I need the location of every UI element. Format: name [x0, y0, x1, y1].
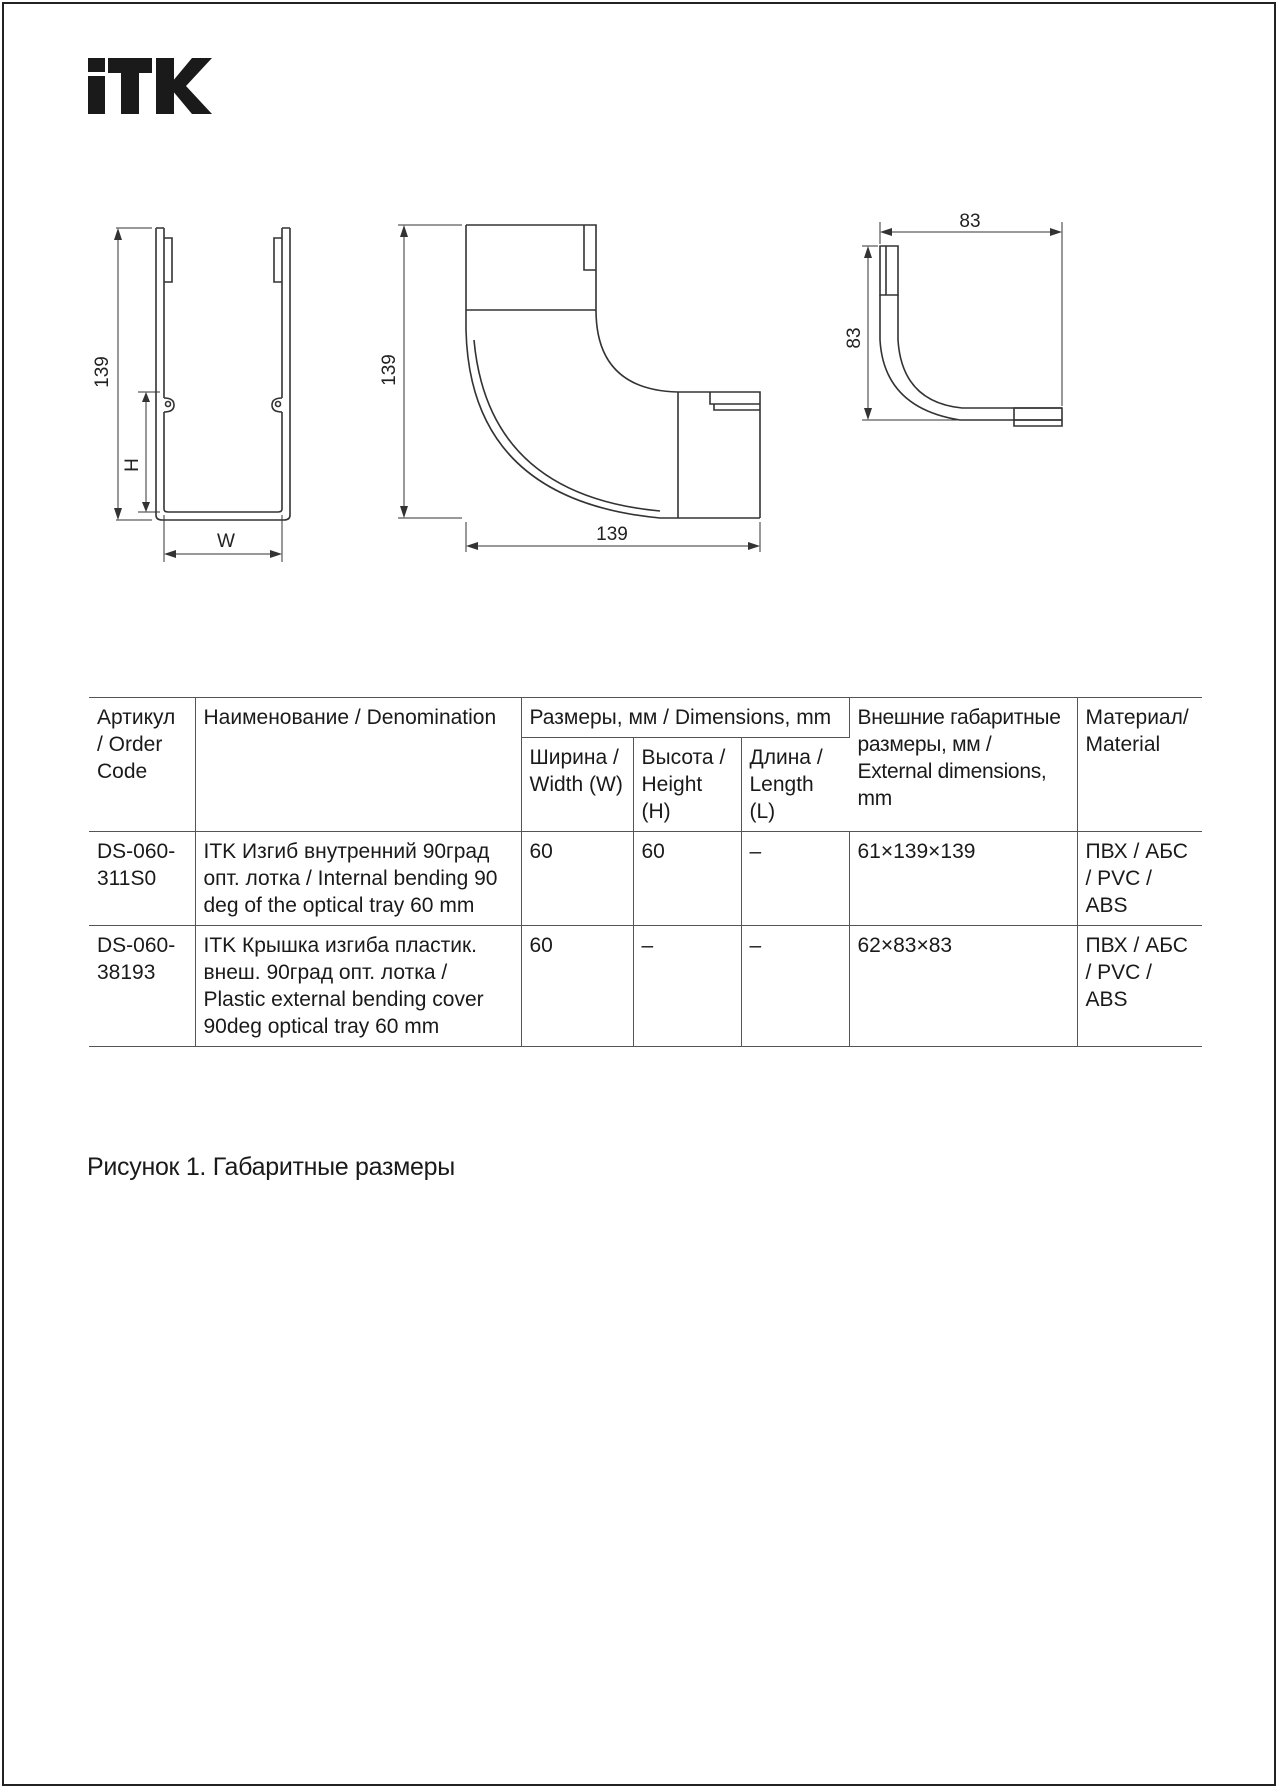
side-height-label: 139 — [379, 354, 400, 386]
cover-width-label: 83 — [959, 211, 981, 232]
front-inner-height-label: H — [122, 458, 143, 472]
cover-view — [862, 222, 1062, 426]
front-view — [116, 228, 290, 562]
cell-height: – — [633, 926, 741, 1047]
table-row — [89, 832, 1202, 926]
cover-height-label: 83 — [844, 327, 865, 349]
dimension-drawings — [0, 0, 1280, 600]
spec-table — [89, 697, 1202, 1047]
side-length-label: 139 — [596, 524, 628, 545]
header-width: Ширина / Width (W) — [521, 738, 633, 832]
cell-length: – — [741, 832, 849, 926]
cell-height: 60 — [633, 832, 741, 926]
header-material: Материал/ Material — [1077, 698, 1202, 832]
cell-material: ПВХ / АБС / PVC / ABS — [1077, 926, 1202, 1047]
header-height: Высота / Height (H) — [633, 738, 741, 832]
cell-name: ITK Крышка изгиба пластик. внеш. 90град опт. лотка / Plastic external bending cover 90deg optical tray 60 mm — [195, 926, 521, 1047]
header-external: Внешние габаритные размеры, мм / External dimensions, mm — [849, 698, 1077, 832]
front-height-label: 139 — [92, 356, 113, 388]
cell-external: 61×139×139 — [849, 832, 1077, 926]
cell-code: DS-060-38193 — [89, 926, 195, 1047]
cell-material: ПВХ / АБС / PVC / ABS — [1077, 832, 1202, 926]
cell-width: 60 — [521, 832, 633, 926]
figure-caption: Рисунок 1. Габаритные размеры — [87, 1153, 455, 1181]
logo-text: iTK — [88, 58, 90, 59]
cell-name: ITK Изгиб внутренний 90град опт. лотка / Internal bending 90 deg of the optical tray 60 mm — [195, 832, 521, 926]
cell-length: – — [741, 926, 849, 1047]
header-name: Наименование / Denomination — [195, 698, 521, 832]
header-length: Длина / Length (L) — [741, 738, 849, 832]
cell-external: 62×83×83 — [849, 926, 1077, 1047]
cell-width: 60 — [521, 926, 633, 1047]
header-dimensions: Размеры, мм / Dimensions, mm — [521, 698, 849, 738]
front-width-label: W — [217, 531, 235, 552]
side-view — [398, 225, 760, 552]
cell-code: DS-060-311S0 — [89, 832, 195, 926]
table-row — [89, 926, 1202, 1047]
header-code: Артикул / Order Code — [89, 698, 195, 832]
